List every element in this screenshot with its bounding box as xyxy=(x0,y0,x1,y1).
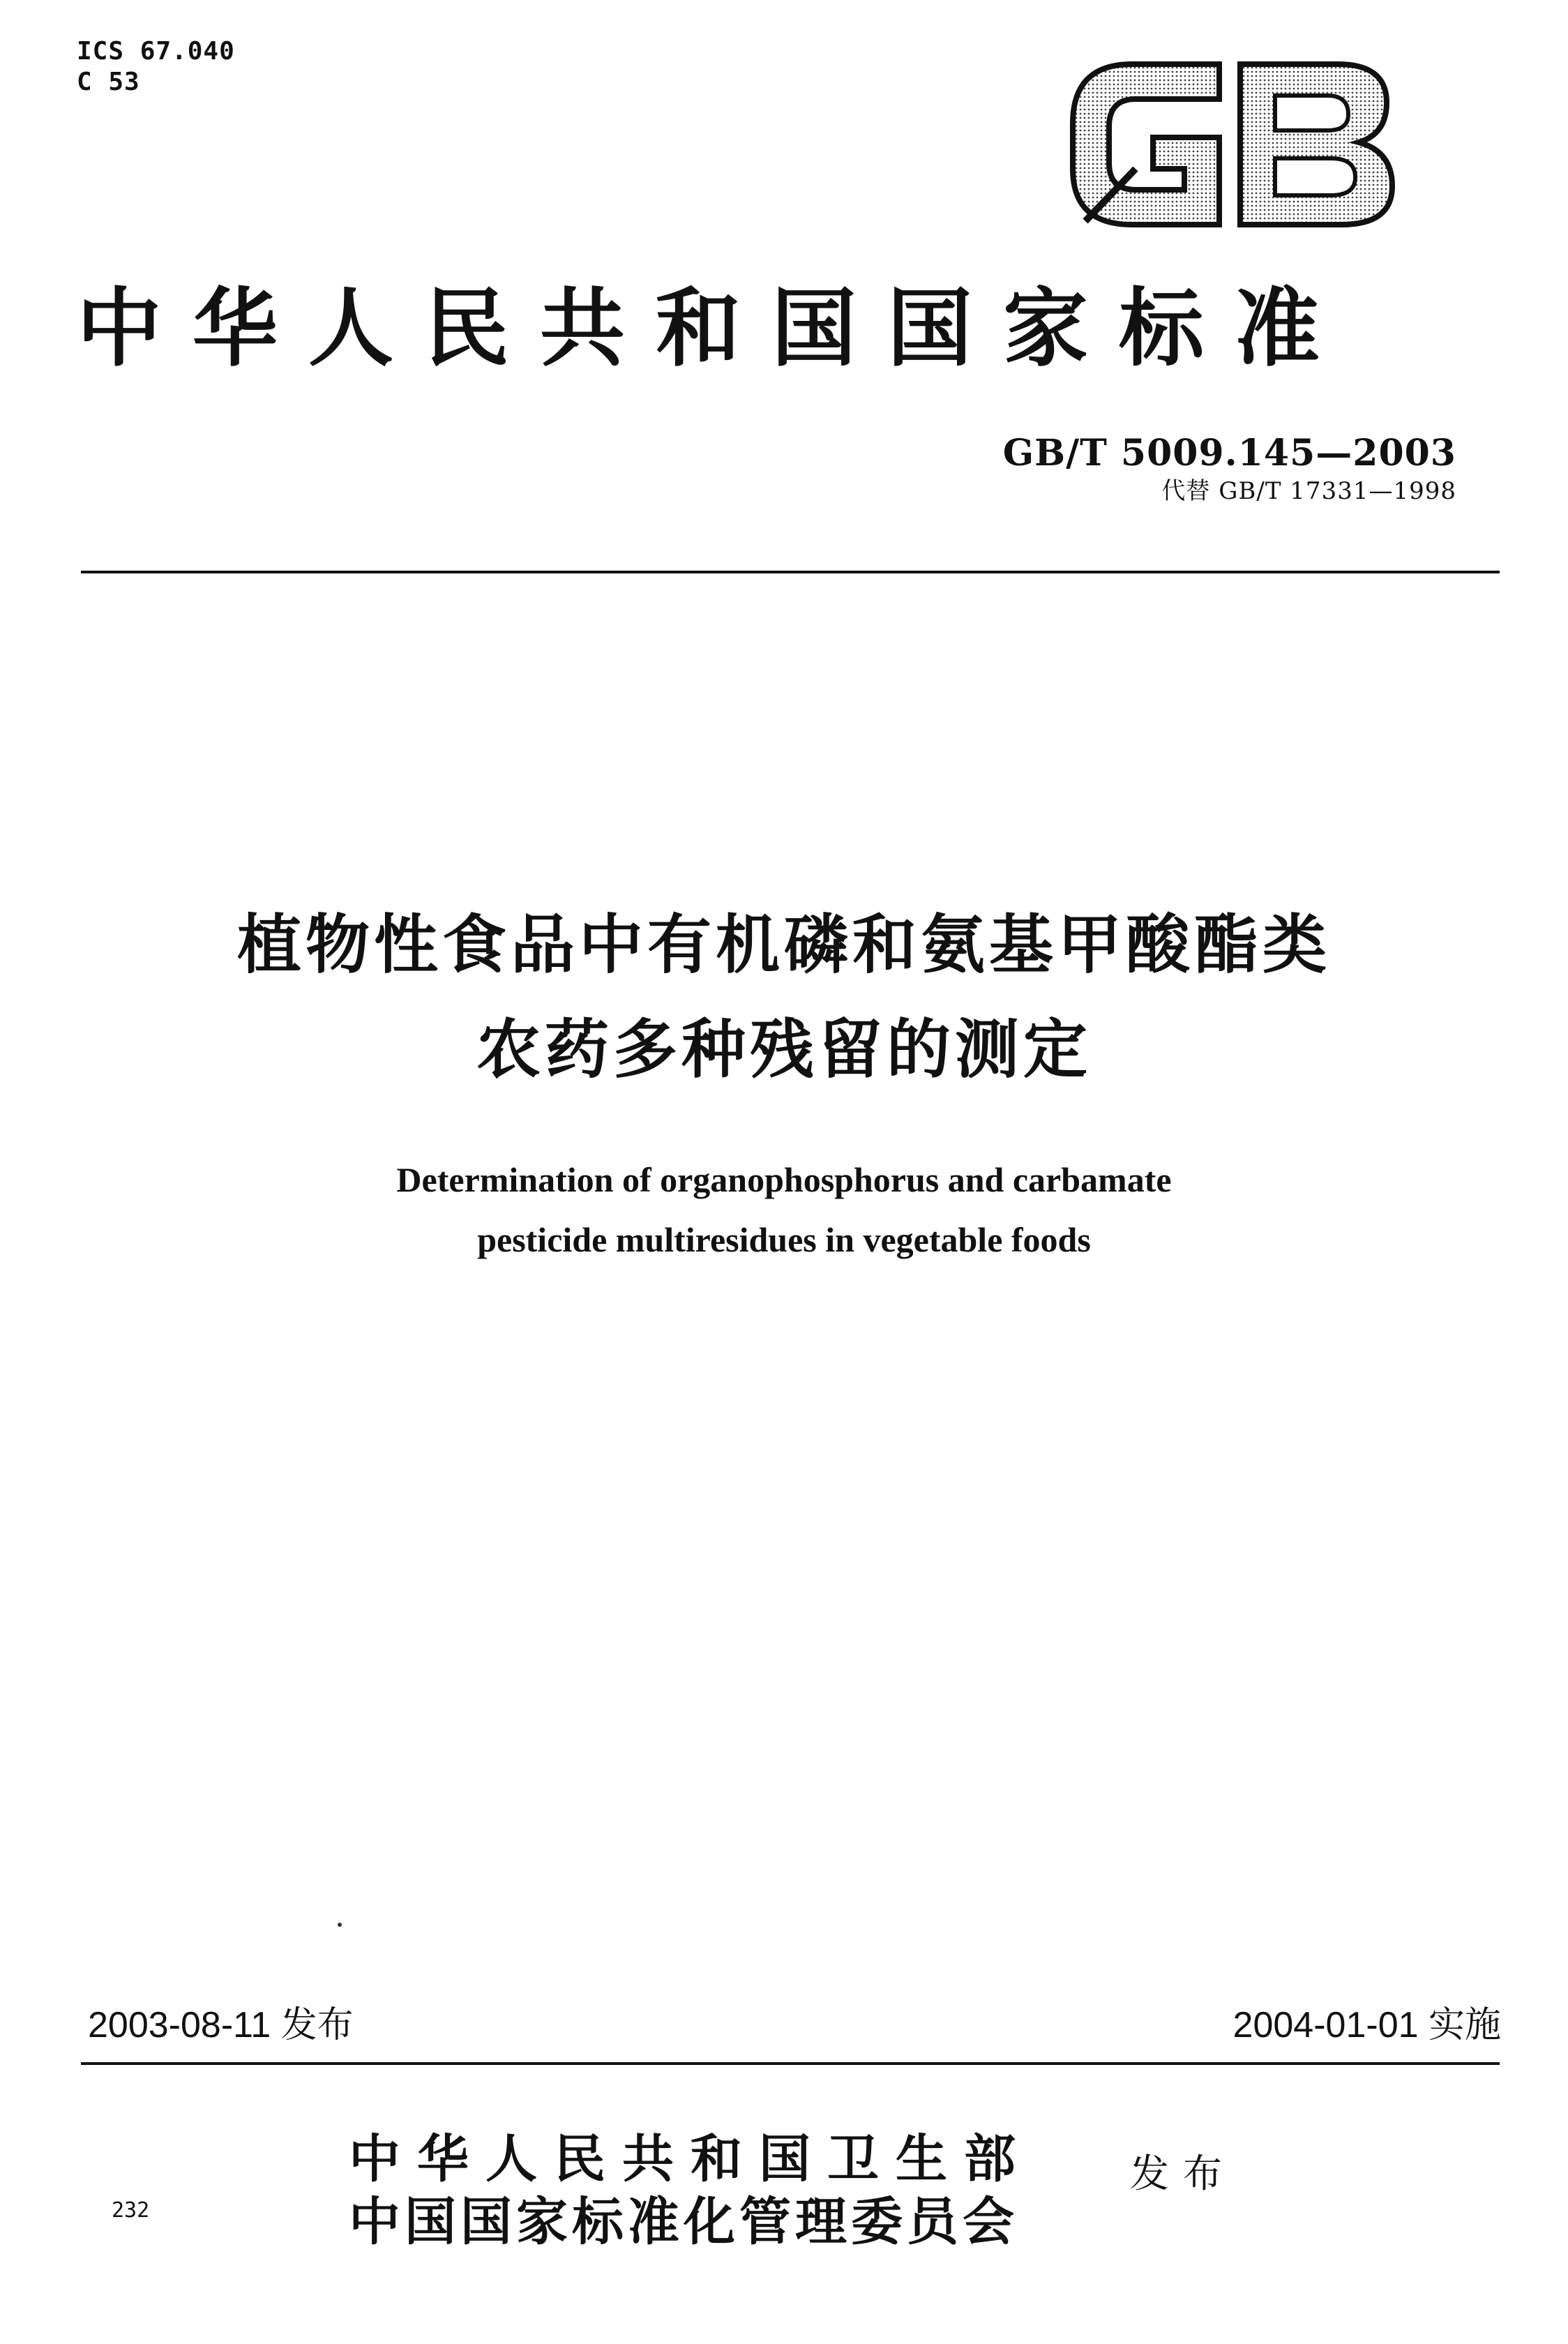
publish-date: 2003-08-11 发布 xyxy=(88,2005,354,2045)
page-number: 232 xyxy=(112,2198,150,2223)
standard-number-block xyxy=(1003,431,1456,506)
issue-label: 发布 xyxy=(1130,2151,1236,2197)
classification-block xyxy=(77,36,235,98)
effective-date: 2004-01-01 实施 xyxy=(1232,2005,1501,2045)
gb-logo-text: GB xyxy=(1066,57,1067,58)
gb-logo xyxy=(1066,57,1401,232)
scan-speck xyxy=(338,1923,342,1927)
ccs-code: C 53 xyxy=(77,68,140,96)
english-title-line-1: Determination of organophosphorus and carbamate xyxy=(396,1160,1172,1199)
ics-code: ICS 67.040 xyxy=(77,37,235,66)
english-title xyxy=(0,1150,1568,1270)
replaces-standard: 代替 GB/T 17331—1998 xyxy=(1161,477,1456,505)
issuer-ministry-of-health: 中华人民共和国卫生部 xyxy=(349,2129,1032,2189)
issuing-authorities xyxy=(349,2128,1032,2253)
chinese-title xyxy=(0,893,1568,1102)
chinese-title-line-2: 农药多种残留的测定 xyxy=(476,1012,1092,1087)
issuer-standardization-administration: 中国国家标准化管理委员会 xyxy=(349,2192,1018,2252)
bottom-divider xyxy=(81,2062,1500,2065)
chinese-title-line-1: 植物性食品中有机磷和氨基甲酸酯类 xyxy=(236,908,1331,982)
national-standard-heading: 中华人民共和国国家标准 xyxy=(77,278,1350,378)
top-divider xyxy=(81,571,1500,573)
standard-code: GB/T 5009.145—2003 xyxy=(1002,432,1456,474)
english-title-line-2: pesticide multiresidues in vegetable foods xyxy=(477,1220,1091,1259)
